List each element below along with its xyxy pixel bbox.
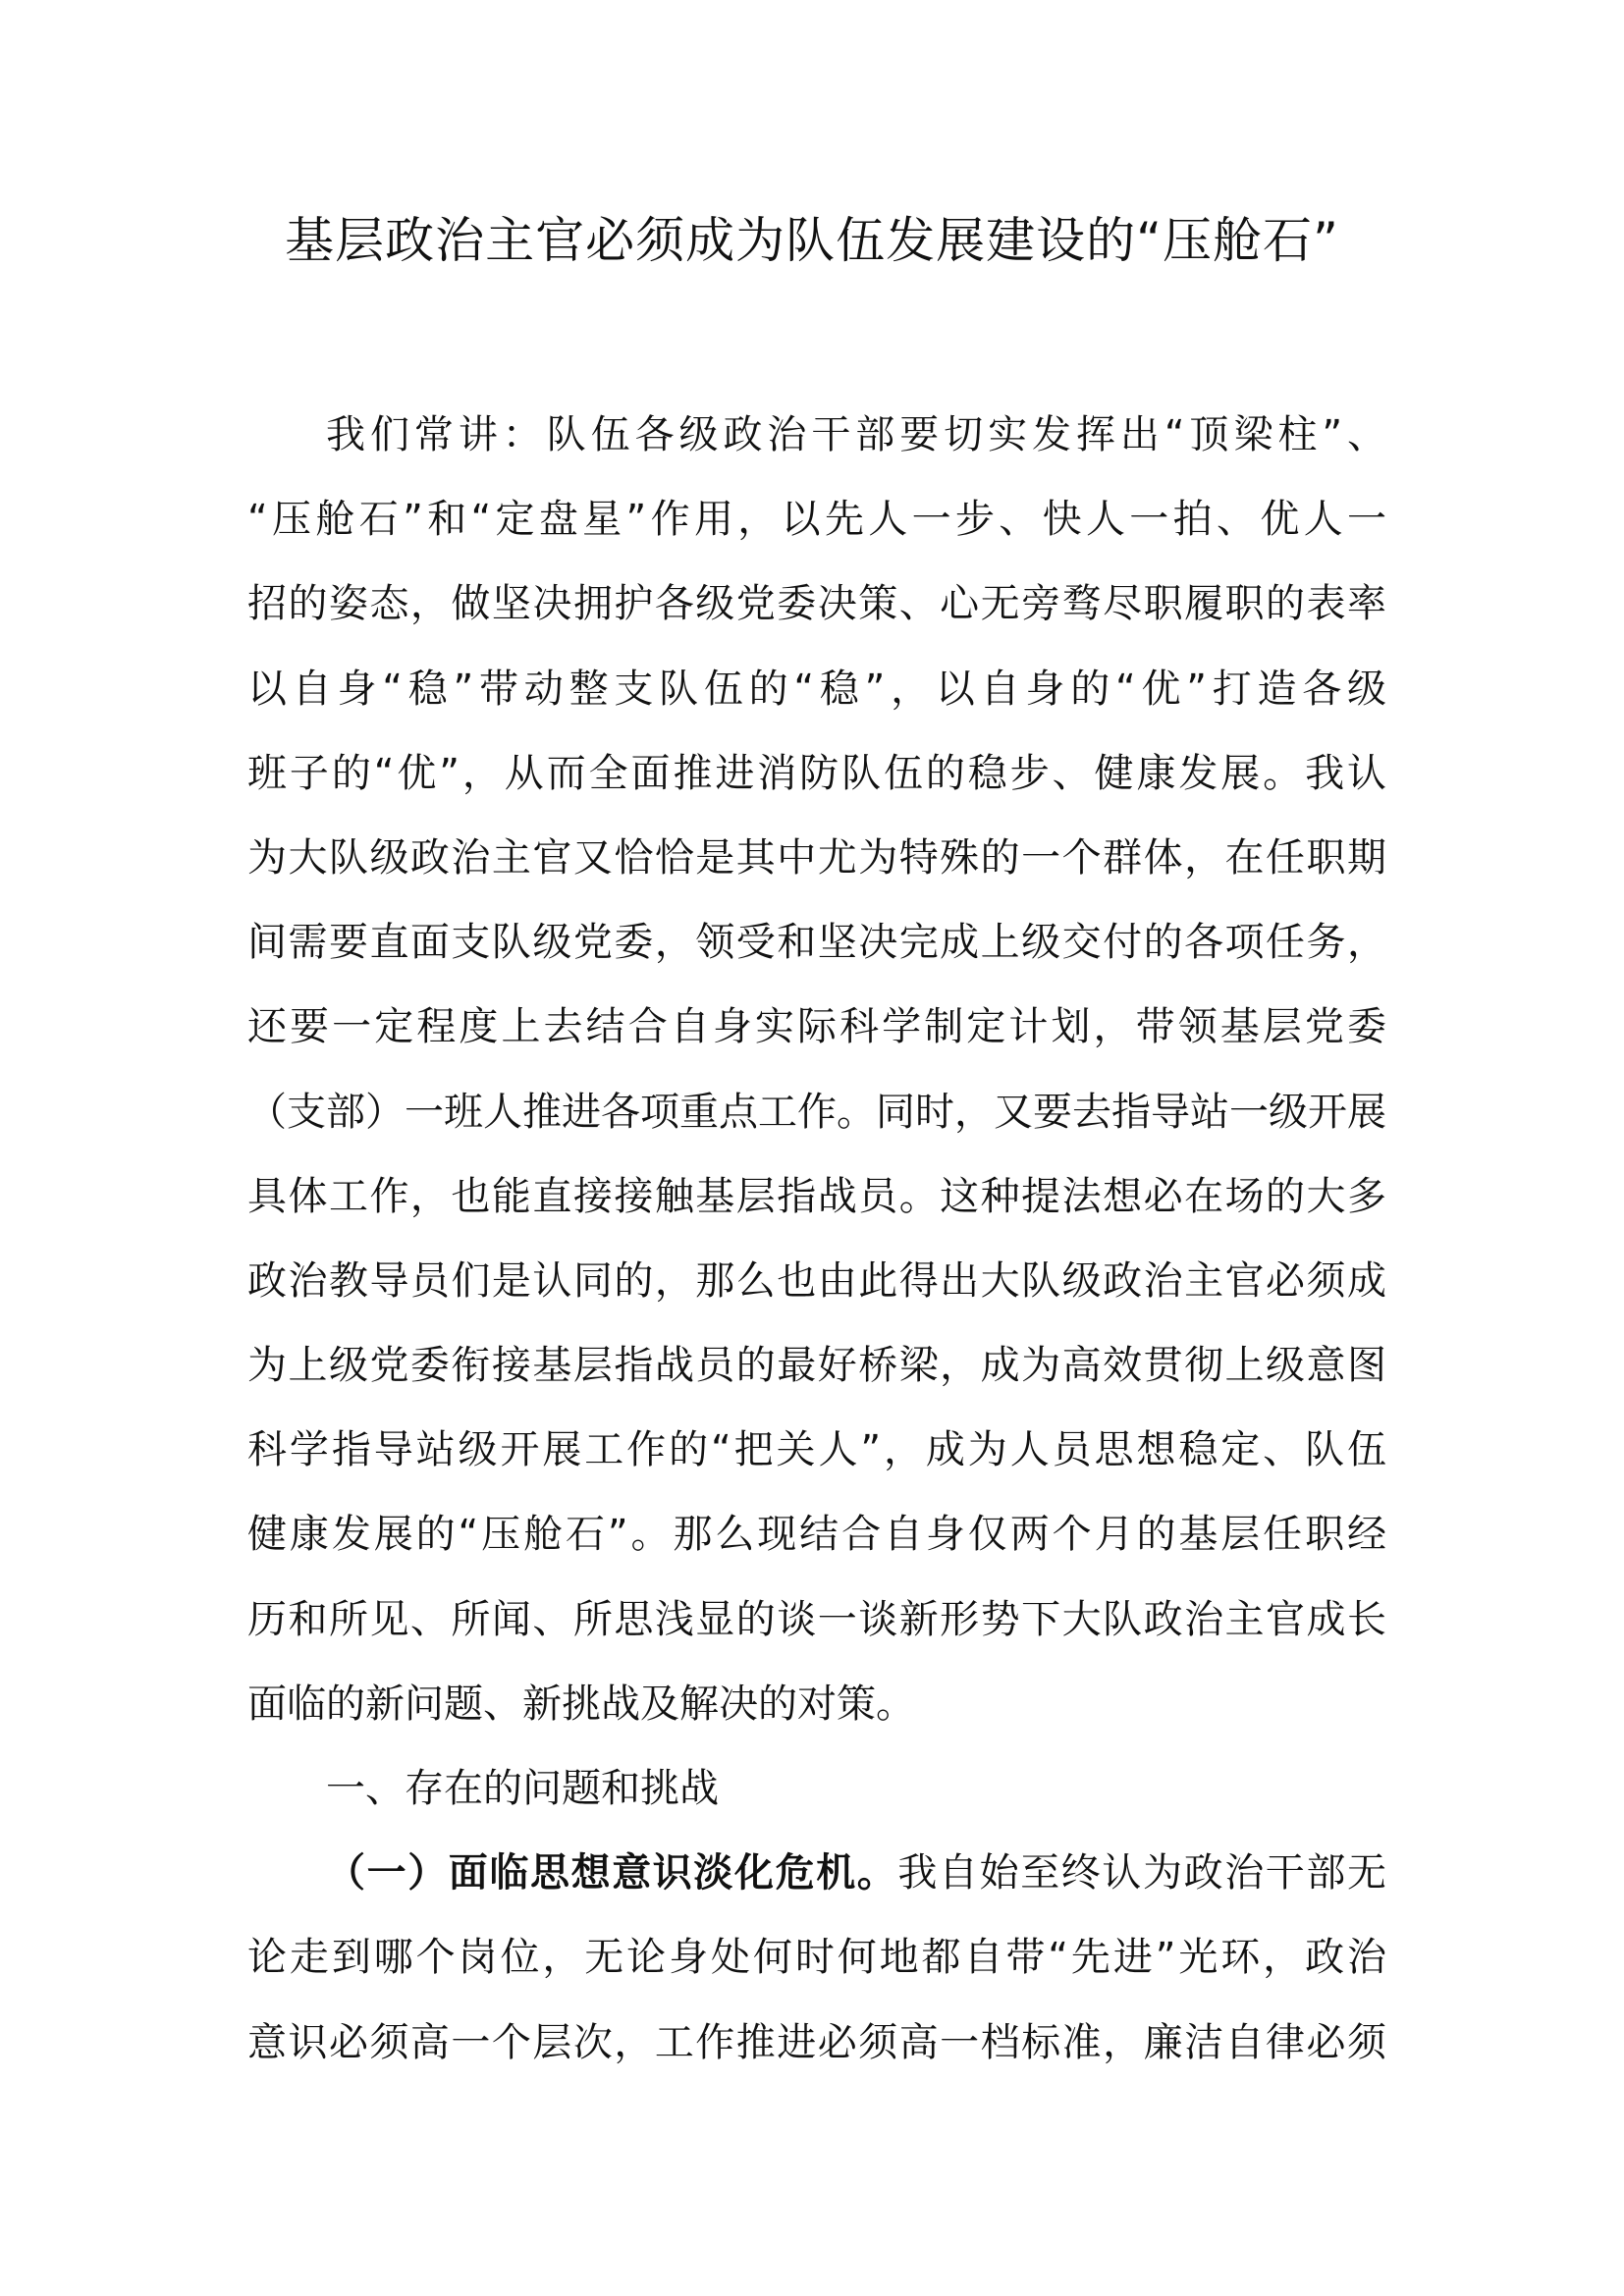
paragraph-line: 以自身“稳”带动整支队伍的“稳”，以自身的“优”打造各级 <box>247 666 1386 712</box>
document-title: 基层政治主官必须成为队伍发展建设的“压舱石” <box>285 212 1339 269</box>
paragraph-line: 科学指导站级开展工作的“把关人”，成为人员思想稳定、队伍 <box>247 1427 1386 1473</box>
document-body <box>247 393 1386 2085</box>
paragraph-line: 意识必须高一个层次，工作推进必须高一档标准，廉洁自律必须 <box>247 2019 1386 2065</box>
paragraph-line: 还要一定程度上去结合自身实际科学制定计划，带领基层党委 <box>247 1004 1386 1050</box>
paragraph-line: 为大队级政治主官又恰恰是其中尤为特殊的一个群体，在任职期 <box>247 834 1386 881</box>
paragraph-line: 具体工作，也能直接接触基层指战员。这种提法想必在场的大多 <box>247 1173 1386 1219</box>
paragraph-line: 健康发展的“压舱石”。那么现结合自身仅两个月的基层任职经 <box>247 1512 1386 1558</box>
paragraph-line: 为上级党委衔接基层指战员的最好桥梁，成为高效贯彻上级意图 <box>247 1343 1386 1389</box>
paragraph-line: 历和所见、所闻、所思浅显的谈一谈新形势下大队政治主官成长 <box>247 1596 1386 1642</box>
paragraph-line: 间需要直面支队级党委，领受和坚决完成上级交付的各项任务， <box>247 920 1386 966</box>
section-heading: 一、存在的问题和挑战 <box>326 1766 719 1811</box>
subsection-heading: （一）面临思想意识淡化危机。 <box>326 1850 898 1896</box>
paragraph-line: 班子的“优”，从而全面推进消防队伍的稳步、健康发展。我认 <box>247 750 1386 796</box>
paragraph-line: 招的姿态，做坚决拥护各级党委决策、心无旁骛尽职履职的表率 <box>247 581 1386 627</box>
paragraph-line: 面临的新问题、新挑战及解决的对策。 <box>247 1681 915 1727</box>
subsection-first-line <box>247 1831 1386 1915</box>
paragraph-line: “压舱石”和“定盘星”作用，以先人一步、快人一拍、优人一 <box>247 497 1386 543</box>
paragraph-line: （支部）一班人推进各项重点工作。同时，又要去指导站一级开展 <box>247 1089 1386 1135</box>
subsection-first-line-rest: 我自始至终认为政治干部无 <box>897 1850 1386 1896</box>
paragraph-line: 我们常讲：队伍各级政治干部要切实发挥出“顶梁柱”、 <box>326 412 1386 457</box>
paragraph-line: 论走到哪个岗位，无论身处何时何地都自带“先进”光环，政治 <box>247 1935 1386 1981</box>
paragraph-line: 政治教导员们是认同的，那么也由此得出大队级政治主官必须成 <box>247 1257 1386 1304</box>
